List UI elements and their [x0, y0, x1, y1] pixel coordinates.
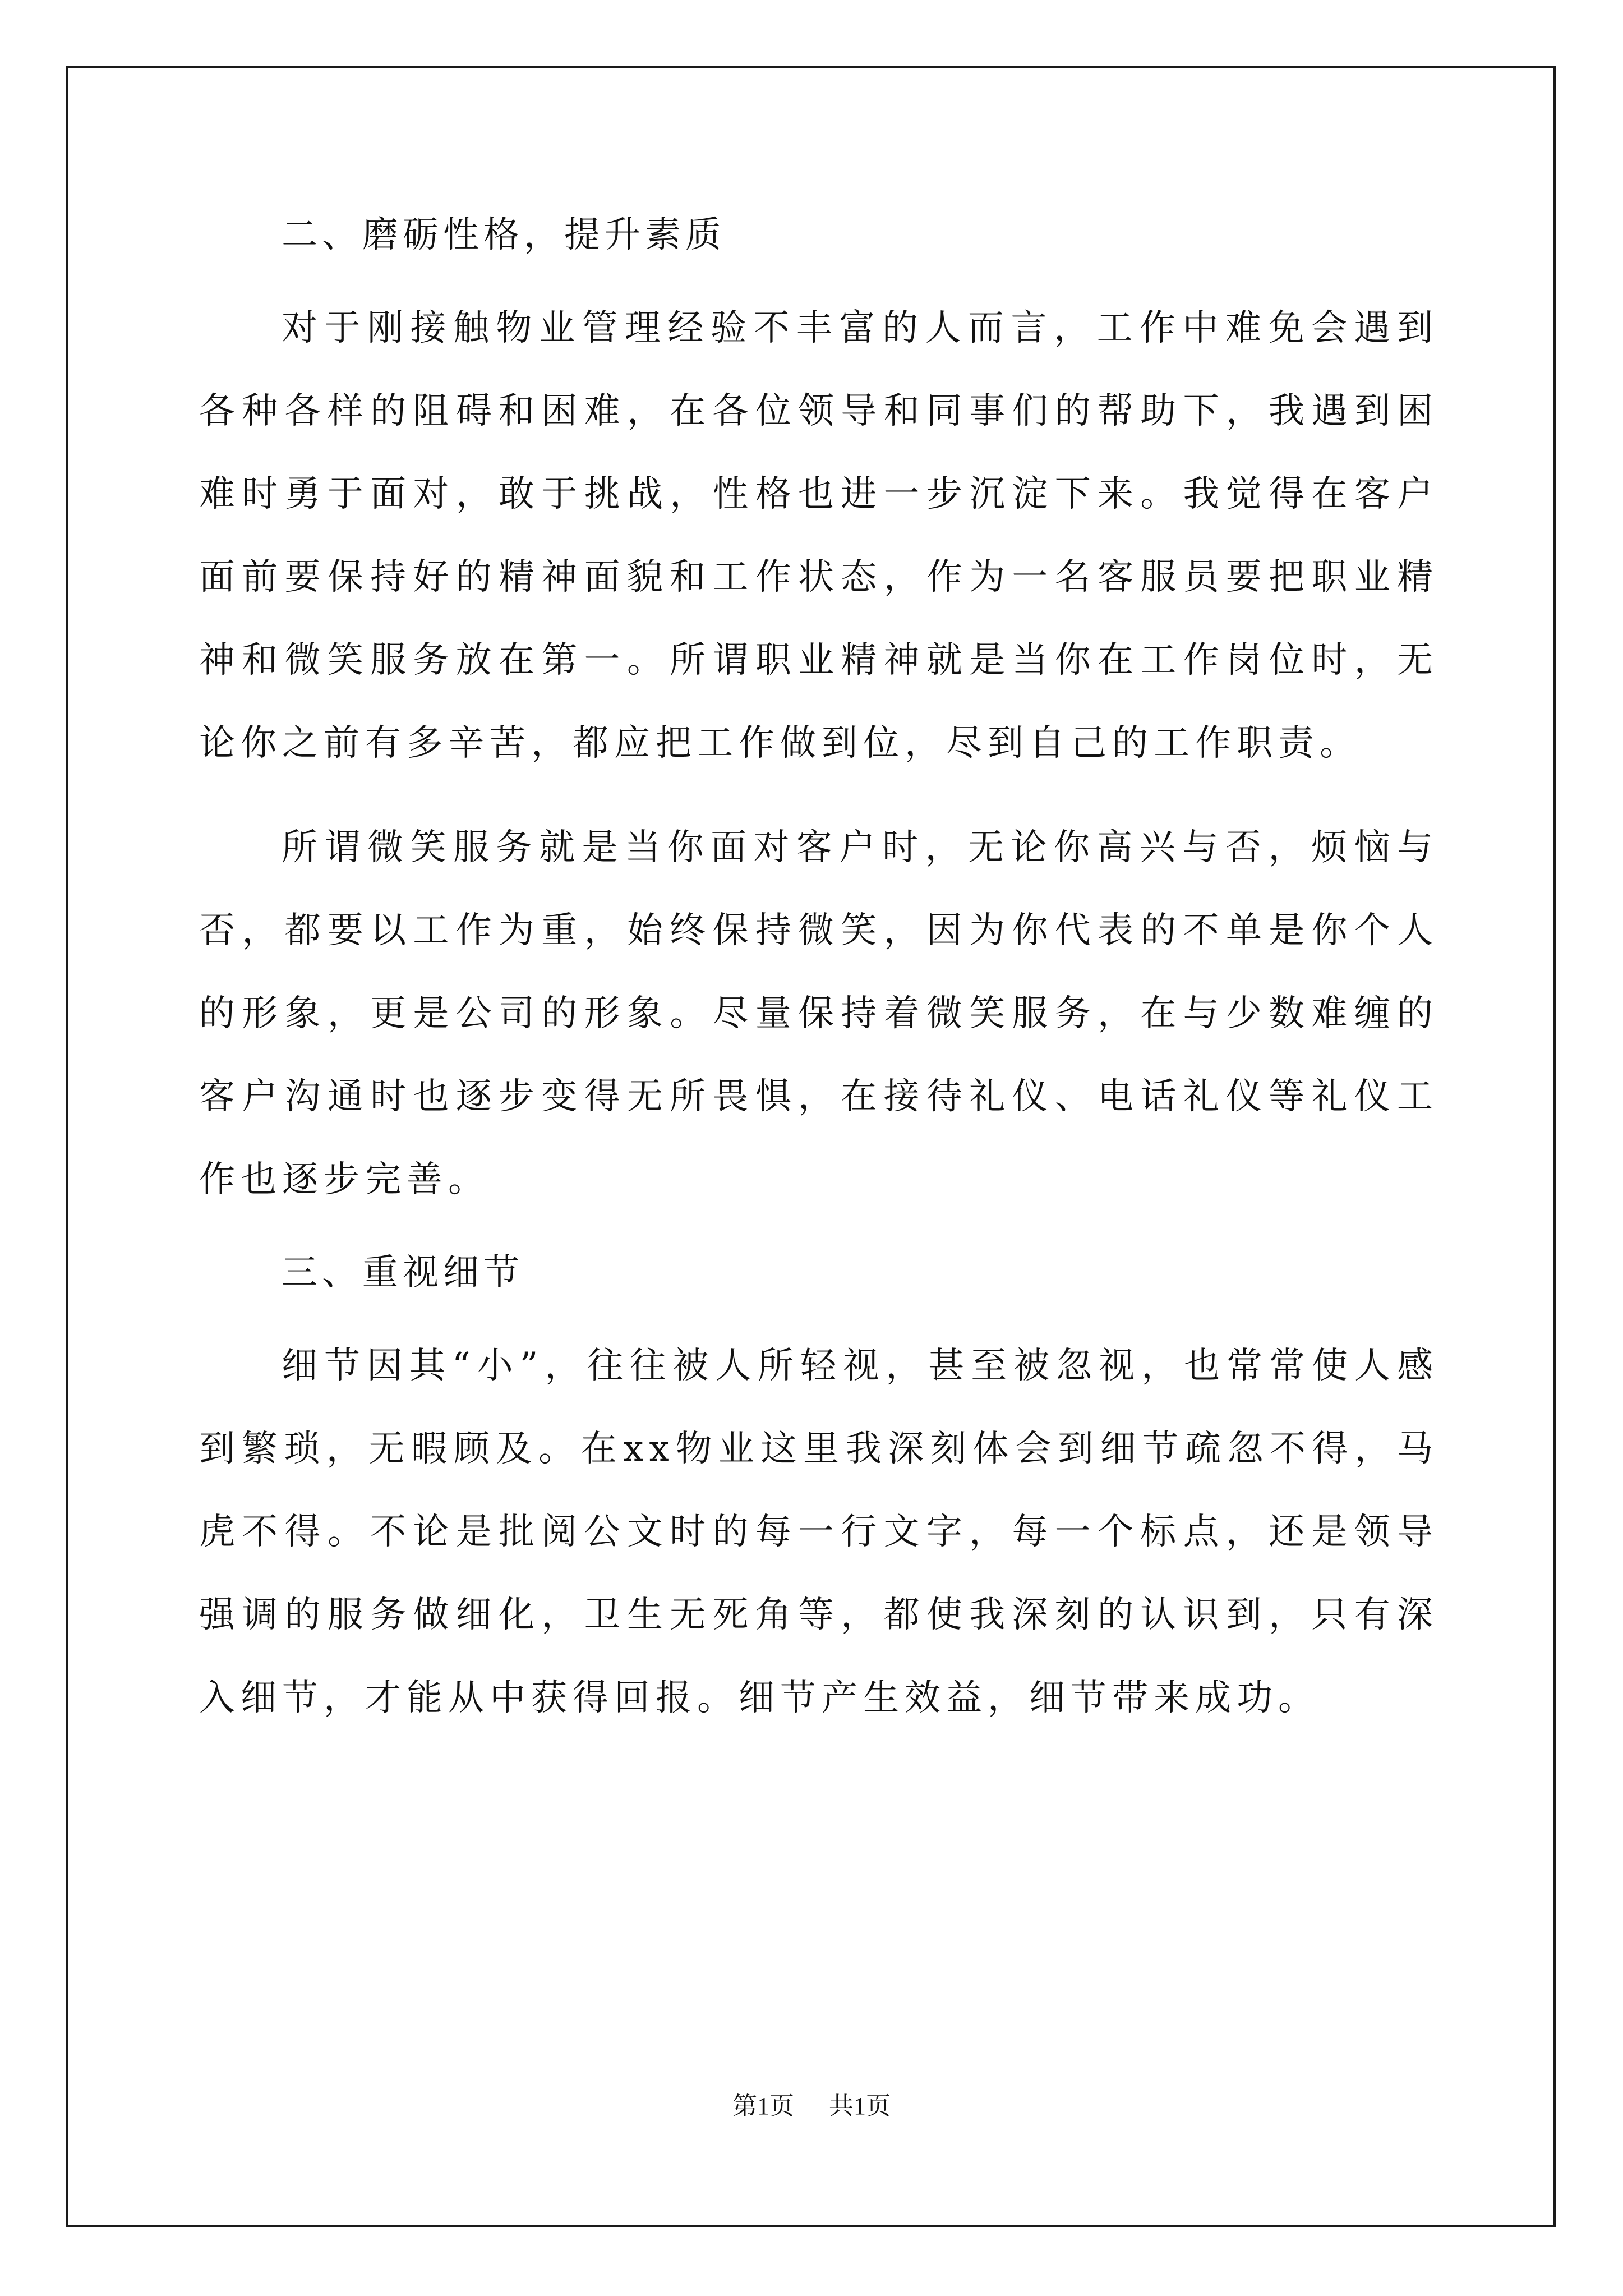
paragraph-2: 所谓微笑服务就是当你面对客户时，无论你高兴与否，烦恼与否，都要以工作为重，始终保持微笑，因为你代表的不单是你个人的形象，更是公司的形象。尽量保持着微笑服务，在与少数难缠的客户沟通时也逐步变得无所畏惧，在接待礼仪、电话礼仪等礼仪工作也逐步完善。 — [199, 827, 1438, 1200]
section-heading-3: 三、重视细节 — [282, 1252, 524, 1294]
paragraph-1: 对于刚接触物业管理经验不丰富的人而言，工作中难免会遇到各种各样的阻碍和困难，在各位领导和同事们的帮助下，我遇到困难时勇于面对，敢于挑战，性格也进一步沉淀下来。我觉得在客户面前要保持好的精神面貌和工作状态，作为一名客服员要把职业精神和微笑服务放在第一。所谓职业精神就是当你在工作岗位时，无论你之前有多辛苦，都应把工作做到位，尽到自己的工作职责。 — [199, 307, 1438, 764]
section-heading-2: 二、磨砺性格，提升素质 — [282, 214, 726, 256]
paragraph-3: 细节因其“小”，往往被人所轻视，甚至被忽视，也常常使人感到繁琐，无暇顾及。在xx物业这里我深刻体会到细节疏忽不得，马虎不得。不论是批阅公文时的每一行文字，每一个标点，还是领导强调的服务做细化，卫生无死角等，都使我深刻的认识到，只有深入细节，才能从中获得回报。细节产生效益，细节带来成功。 — [199, 1345, 1438, 1719]
page-total: 共1页 — [829, 2092, 891, 2120]
page-footer — [0, 2086, 1623, 2122]
document-body — [199, 205, 1438, 1761]
page-number: 第1页 — [732, 2092, 794, 2120]
